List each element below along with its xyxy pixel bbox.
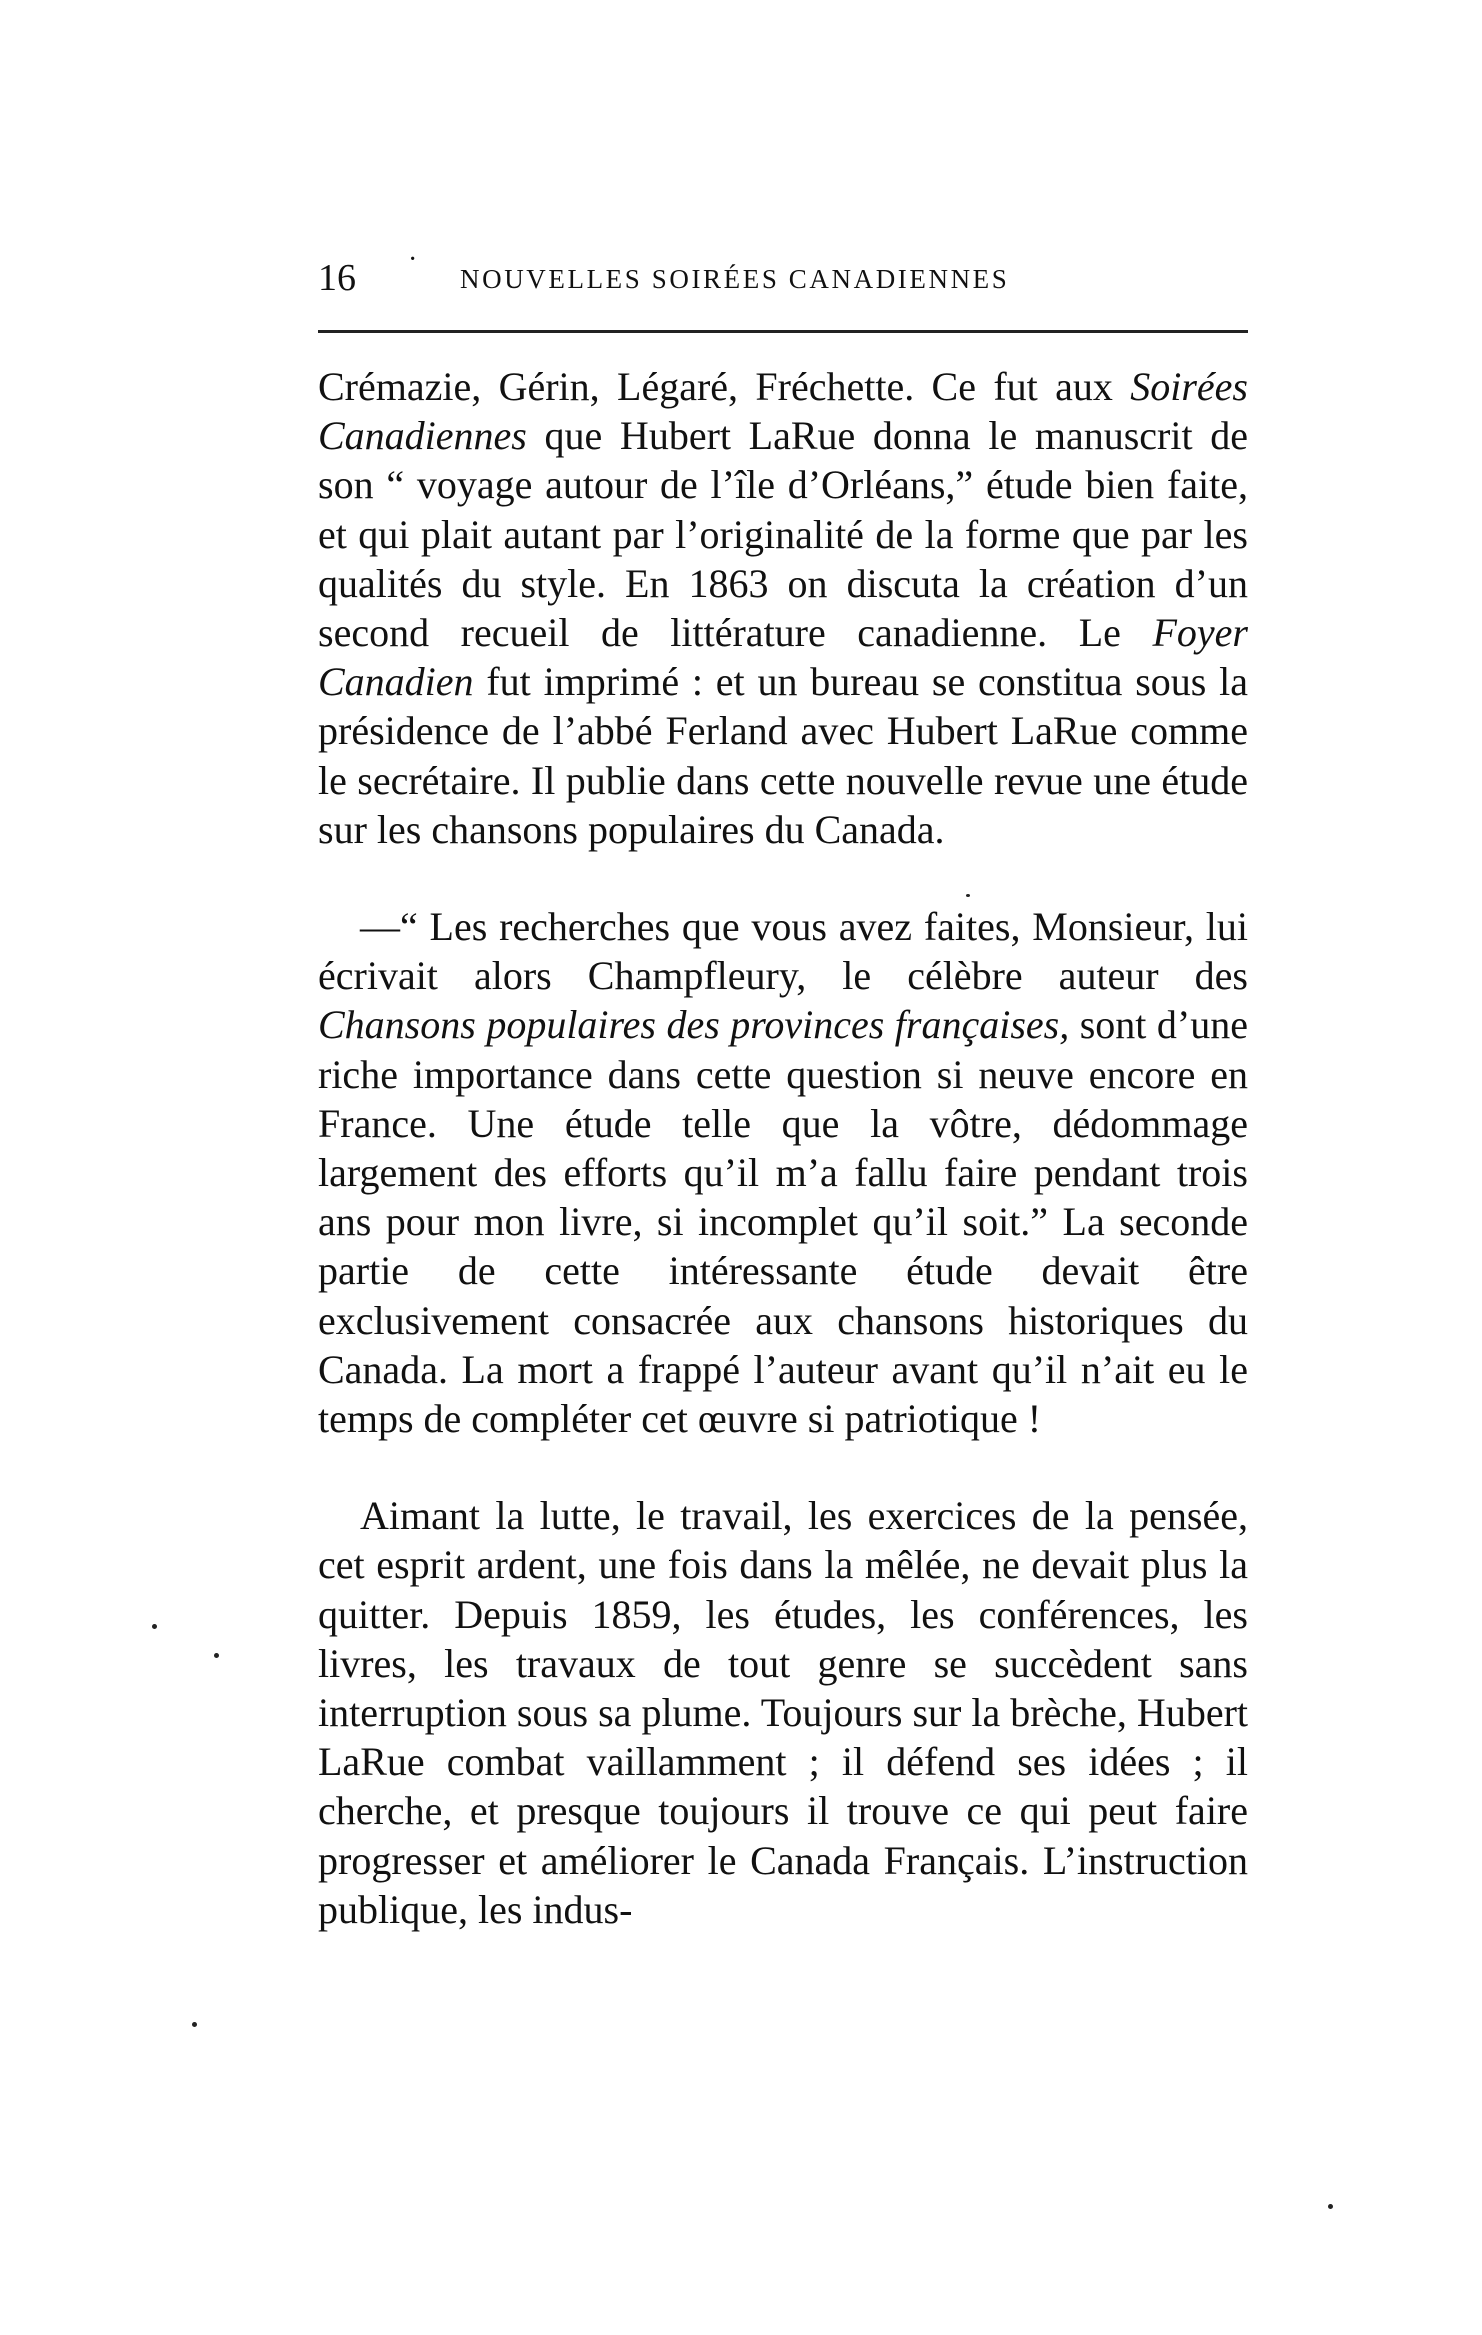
- paragraph-1-italic-b: Foyer Canadien: [318, 610, 1248, 705]
- paragraph-1-text-a: Crémazie, Gérin, Légaré, Fréchette. Ce fut aux: [318, 364, 1131, 409]
- header-dot: ·: [408, 244, 418, 275]
- body-text: [318, 362, 1248, 1934]
- scan-speck: [214, 1653, 219, 1658]
- running-title: NOUVELLES SOIRÉES CANADIENNES: [460, 264, 1010, 294]
- paragraph-2-text-a: —“ Les recherches que vous avez faites, Monsieur, lui écrivait alors Champfleury, le célèbre auteur des: [318, 904, 1248, 999]
- paragraph-3-text: Aimant la lutte, le travail, les exercices de la pensée, cet esprit ardent, une fois dans la mêlée, ne devait plus la quitter. Depuis 1859, les études, les conférences, les livres, les travaux de tout genre se succèdent sans interruption sous sa plume. Toujours sur la brèche, Hubert LaRue combat vaillamment ; il défend ses idées ; il cherche, et presque toujours il trouve ce qui peut faire progresser et améliorer le Canada Français. L’instruction publique, les indus-: [318, 1493, 1248, 1932]
- header-rule: [318, 330, 1248, 333]
- scan-speck: [966, 894, 970, 897]
- paragraph-1-text-c: fut imprimé : et un bureau se constitua sous la présidence de l’abbé Ferland avec Hubert LaRue comme le secrétaire. Il publie dans cette nouvelle revue une étude sur les chansons populaires du Canada.: [318, 659, 1248, 852]
- scan-speck: [152, 1624, 157, 1629]
- paragraph-2: [318, 902, 1248, 1443]
- page-header: [318, 244, 1248, 299]
- paragraph-1: [318, 362, 1248, 854]
- paragraph-1-text-b: que Hubert LaRue donna le manuscrit de son “ voyage autour de l’île d’Orléans,” étude bien faite, et qui plait autant par l’originalité de la forme que par les qualités du style. En 1863 on discuta la création d’un second recueil de littérature canadienne. Le: [318, 413, 1248, 656]
- paragraph-1-italic-a: Soirées Canadiennes: [318, 364, 1248, 459]
- scan-speck: [192, 2022, 197, 2027]
- paragraph-3: [318, 1491, 1248, 1934]
- paragraph-2-italic: Chansons populaires des provinces françaises,: [318, 1002, 1070, 1048]
- page-number: 16: [318, 257, 356, 299]
- scan-speck: [1328, 2204, 1333, 2209]
- paragraph-2-text-b: sont d’une riche importance dans cette question si neuve encore en France. Une étude telle que la vôtre, dédommage largement des efforts qu’il m’a fallu faire pendant trois ans pour mon livre, si incomplet qu’il soit.” La seconde partie de cette intéressante étude devait être exclusivement consacrée aux chansons historiques du Canada. La mort a frappé l’auteur avant qu’il n’ait eu le temps de compléter cet œuvre si patriotique !: [318, 1002, 1248, 1442]
